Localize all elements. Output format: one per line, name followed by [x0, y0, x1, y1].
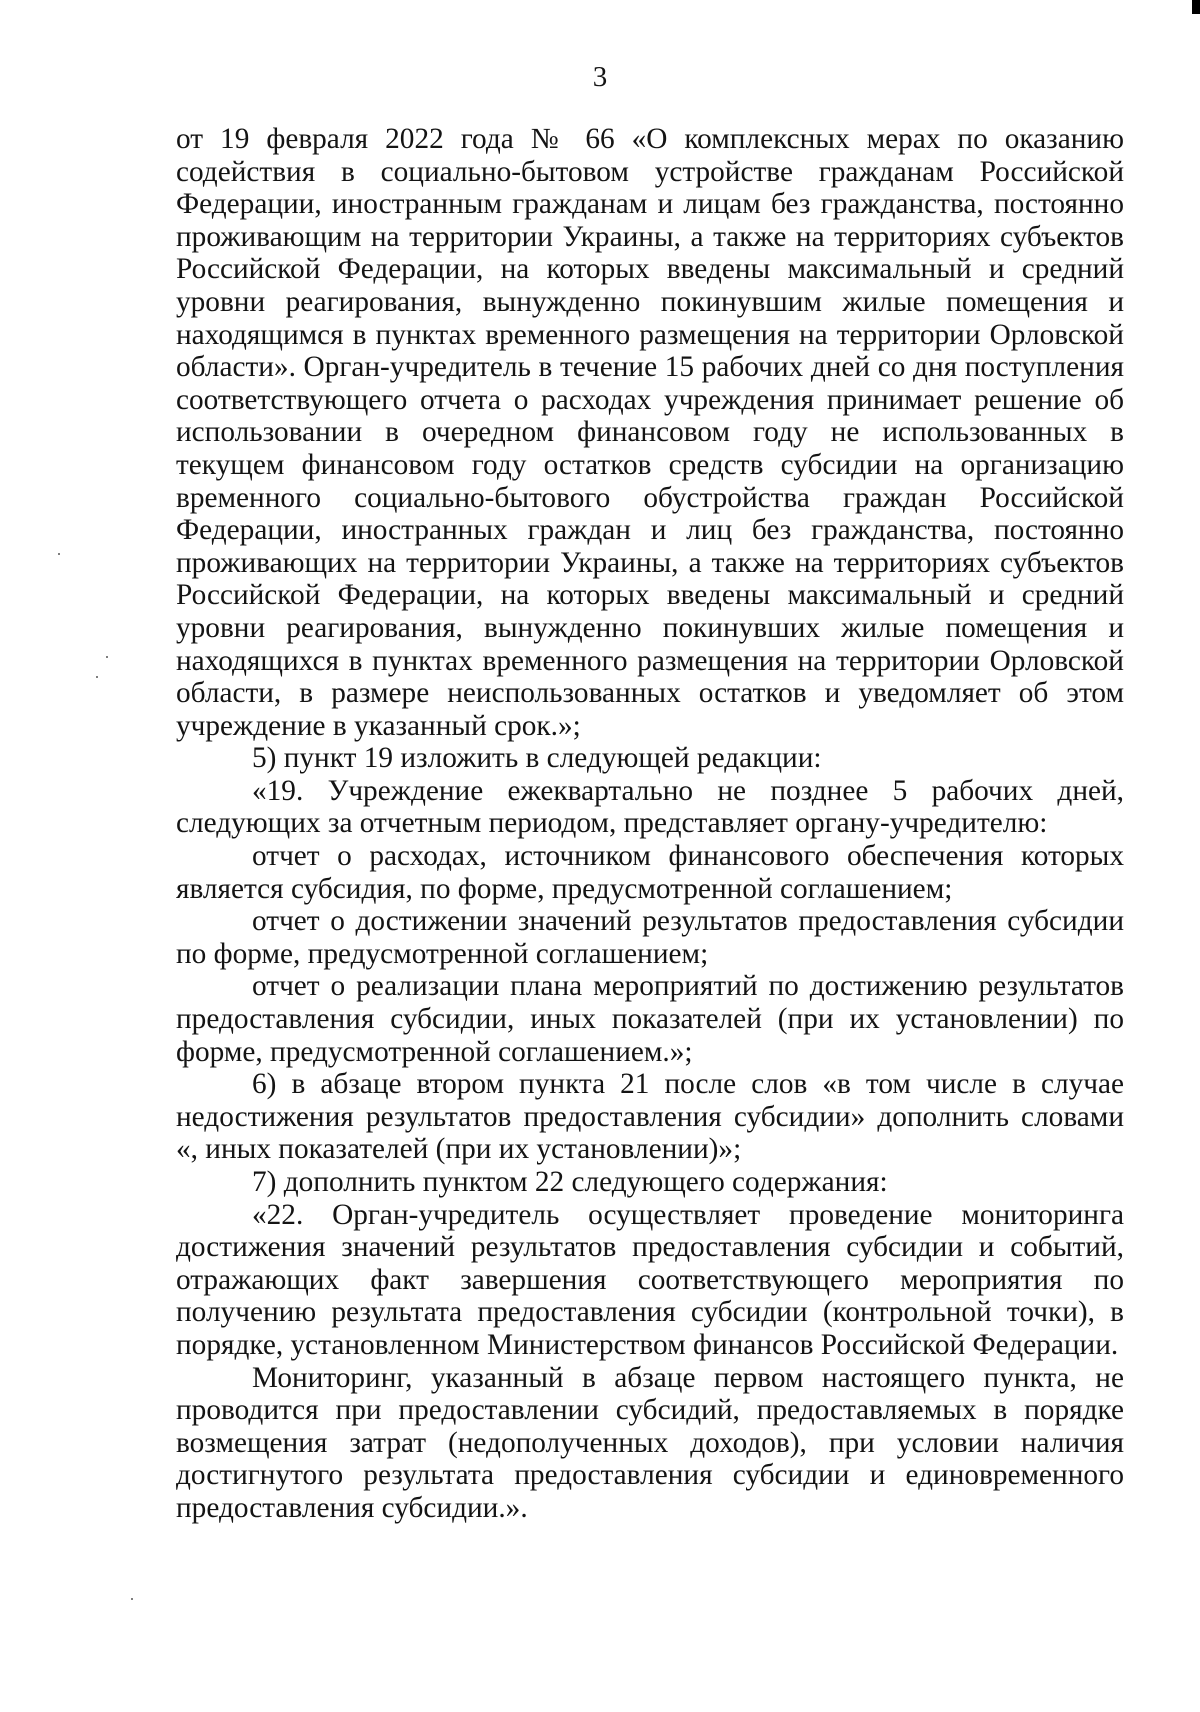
paragraph: отчет о расходах, источником финансового обеспечения которых является субсидия, по форме, предусмотренной соглашением;: [176, 840, 1124, 905]
document-body: [176, 123, 1124, 1525]
paragraph: 6) в абзаце втором пункта 21 после слов «в том числе в случае недостижения результатов предоставления субсидии» дополнить словами «, иных показателей (при их установлении)»;: [176, 1068, 1124, 1166]
paragraph: 7) дополнить пунктом 22 следующего содержания:: [252, 1166, 888, 1198]
paragraph: отчет о достижении значений результатов предоставления субсидии по форме, предусмотренной соглашением;: [176, 905, 1124, 970]
scan-speck: [131, 1598, 133, 1600]
scan-speck: [96, 676, 98, 678]
paragraph: отчет о реализации плана мероприятий по достижению результатов предоставления субсидии, иных показателей (при их установлении) по форме, предусмотренной соглашением.»;: [176, 970, 1124, 1068]
paragraph: Мониторинг, указанный в абзаце первом настоящего пункта, не проводится при предоставлении субсидий, предоставляемых в порядке возмещения затрат (недополученных доходов), при условии наличия достигнутого результата предоставления субсидии и единовременного предоставления субсидии.».: [176, 1361, 1124, 1524]
page-number: 3: [592, 61, 608, 93]
scan-edge-mark: [1192, 0, 1200, 14]
paragraph: 5) пункт 19 изложить в следующей редакции:: [252, 742, 822, 775]
paragraph: «19. Учреждение ежеквартально не позднее 5 рабочих дней, следующих за отчетным периодом, представляет органу-учредителю:: [176, 774, 1124, 840]
paragraph: от 19 февраля 2022 года № 66 «О комплексных мерах по оказанию содействия в социально-бытовом устройстве гражданам Российской Федерации, иностранным гражданам и лицам без гражданства, постоянно проживающим на территории Украины, а также на территориях субъектов Российской Федерации, на которых введены максимальный и средний уровни реагирования, вынужденно покинувшим жилые помещения и находящимся в пунктах временного размещения на территории Орловской области». Орган-учредитель в течение 15 рабочих дней со дня поступления соответствующего отчета о расходах учреждения принимает решение об использовании в очередном финансовом году не использованных в текущем финансовом году остатков средств субсидии на организацию временного социально-бытового обустройства граждан Российской Федерации, иностранных граждан и лиц без гражданства, постоянно проживающих на территории Украины, а также на территориях субъектов Российской Федерации, на которых введены максимальный и средний уровни реагирования, вынужденно покинувших жилые помещения и находящихся в пунктах временного размещения на территории Орловской области, в размере неиспользованных остатков и уведомляет об этом учреждение в указанный срок.»;: [176, 123, 1124, 742]
scan-speck: [58, 553, 60, 555]
scan-speck: [106, 656, 108, 658]
paragraph: «22. Орган-учредитель осуществляет проведение мониторинга достижения значений результатов предоставления субсидии и событий, отражающих факт завершения соответствующего мероприятия по получению результата предоставления субсидии (контрольной точки), в порядке, установленном Министерством финансов Российской Федерации.: [176, 1198, 1124, 1361]
